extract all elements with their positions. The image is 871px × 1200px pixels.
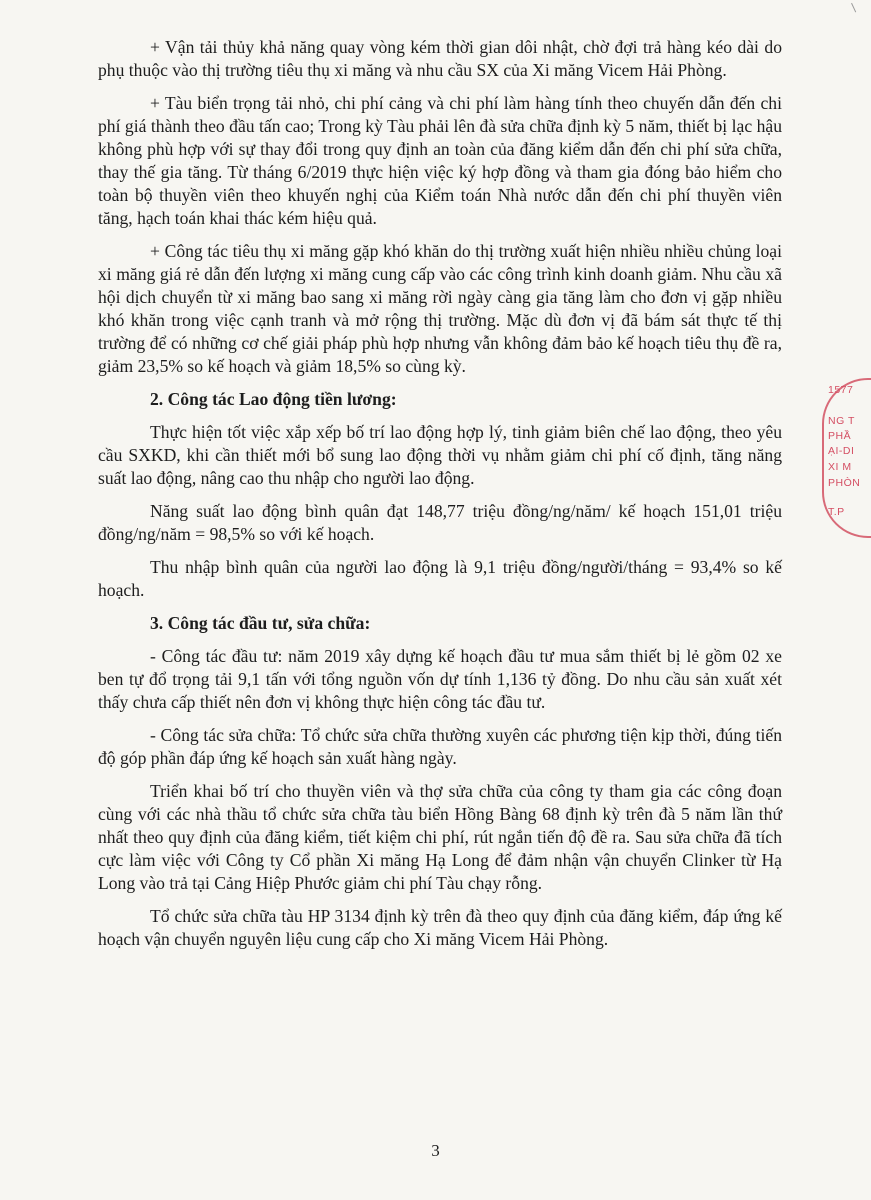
red-seal-stamp	[822, 378, 871, 538]
section-heading-labor: 2. Công tác Lao động tiền lương:	[150, 389, 397, 409]
paragraph-repair: - Công tác sửa chữa: Tổ chức sửa chữa thường xuyên các phương tiện kịp thời, đúng tiến độ góp phần đáp ứng kế hoạch sản xuất hàng ngày.	[98, 725, 782, 768]
document-body	[98, 36, 782, 961]
paragraph-labor-productivity: Năng suất lao động bình quân đạt 148,77 triệu đồng/ng/năm/ kế hoạch 151,01 triệu đồng/ng/năm = 98,5% so với kế hoạch.	[98, 501, 782, 544]
stamp-text-line: NG T	[828, 415, 855, 427]
paragraph-water-transport: + Vận tải thủy khả năng quay vòng kém thời gian dôi nhật, chờ đợi trả hàng kéo dài do phụ thuộc vào thị trường tiêu thụ xi măng và nhu cầu SX của Xi măng Vicem Hải Phòng.	[98, 37, 782, 80]
stamp-text-line: ẠI-DI	[828, 445, 855, 457]
paragraph-cement-sales: + Công tác tiêu thụ xi măng gặp khó khăn do thị trường xuất hiện nhiều nhiều chủng loại xi măng giá rẻ dẫn đến lượng xi măng cung cấp vào các công trình kinh doanh giảm. Nhu cầu xã hội dịch chuyển từ xi măng bao sang xi măng rời ngày càng gia tăng làm cho đơn vị gặp nhiều khó khăn trong việc cạnh tranh và mở rộng thị trường. Mặc dù đơn vị đã bám sát thực tế thị trường để có những cơ chế giải pháp phù hợp nhưng vẫn không đảm bảo kế hoạch tiêu thụ đề ra, giảm 23,5% so kế hoạch và giảm 18,5% so cùng kỳ.	[98, 241, 782, 376]
page-number: 3	[431, 1141, 440, 1160]
section-heading-investment: 3. Công tác đầu tư, sửa chữa:	[150, 613, 371, 633]
paragraph-labor-arrangement: Thực hiện tốt việc xắp xếp bố trí lao động hợp lý, tinh giảm biên chế lao động, theo yêu cầu SXKD, khi cần thiết mới bổ sung lao động thời vụ nhằm giảm chi phí cố định, tăng năng suất lao động, nâng cao thu nhập cho người lao động.	[98, 422, 782, 488]
stamp-text-line: PHẦ	[828, 430, 852, 442]
paragraph-hp3134-repair: Tổ chức sửa chữa tàu HP 3134 định kỳ trên đà theo quy định của đăng kiểm, đáp ứng kế hoạch vận chuyển nguyên liệu cung cấp cho Xi măng Vicem Hải Phòng.	[98, 906, 782, 949]
stamp-text-line: 1577	[828, 384, 854, 396]
stamp-text-line: PHÒN	[828, 477, 861, 489]
paragraph-sea-vessels: + Tàu biển trọng tải nhỏ, chi phí cảng và chi phí làm hàng tính theo chuyến dẫn đến chi phí giá thành theo đầu tấn cao; Trong kỳ Tàu phải lên đà sửa chữa định kỳ 5 năm, thiết bị lạc hậu không phù hợp với sự thay đổi trong quy định an toàn của đăng kiểm dẫn đến chi phí sửa chữa, thay thế gia tăng. Từ tháng 6/2019 thực hiện việc ký hợp đồng và tham gia đóng bảo hiểm cho toàn bộ thuyền viên theo khuyến nghị của Kiểm toán Nhà nước dẫn đến chi phí thuyền viên tăng, hạch toán khai thác kém hiệu quả.	[98, 93, 782, 228]
paragraph-average-income: Thu nhập bình quân của người lao động là 9,1 triệu đồng/người/tháng = 93,4% so kế hoạch.	[98, 557, 782, 600]
stamp-text-line: T.P	[828, 506, 845, 518]
scan-corner-mark	[851, 2, 859, 13]
paragraph-investment: - Công tác đầu tư: năm 2019 xây dựng kế hoạch đầu tư mua sắm thiết bị lẻ gồm 02 xe ben tự đổ trọng tải 9,1 tấn với tổng nguồn vốn dự tính 1,136 tỷ đồng. Do nhu cầu sản xuất xét thấy chưa cấp thiết nên đơn vị không thực hiện công tác đầu tư.	[98, 646, 782, 712]
stamp-text-line: XI M	[828, 461, 852, 473]
paragraph-hong-bang-repair: Triển khai bố trí cho thuyền viên và thợ sửa chữa của công ty tham gia các công đoạn cùng với các nhà thầu tổ chức sửa chữa tàu biển Hồng Bàng 68 định kỳ trên đà 5 năm lần thứ nhất theo quy định của đăng kiểm, tiết kiệm chi phí, rút ngắn tiến độ đề ra. Sau sửa chữa đã tích cực làm việc với Công ty Cổ phần Xi măng Hạ Long để đảm nhận vận chuyển Clinker từ Hạ Long vào trả tại Cảng Hiệp Phước giảm chi phí Tàu chạy rỗng.	[98, 781, 782, 893]
